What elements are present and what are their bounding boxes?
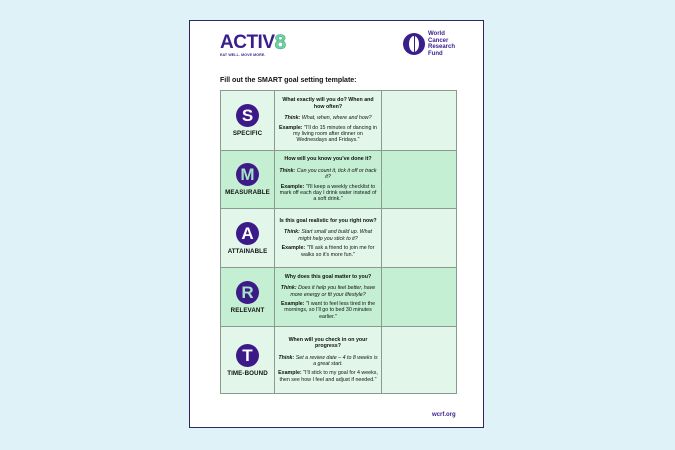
letter-cell [221, 151, 275, 208]
table-row-measurable [221, 151, 456, 209]
letter-badge-icon: A [236, 222, 259, 245]
answer-cell[interactable] [382, 327, 456, 393]
prompt-think: Think: Start small and build up. What might help you stick to it? [283, 229, 373, 242]
prompt-think: Think: What, when, where and how? [284, 115, 372, 122]
prompt-question: Is this goal realistic for you right now? [279, 217, 377, 224]
activ8-logo [220, 33, 290, 63]
letter-badge-icon: R [236, 281, 259, 304]
answer-cell[interactable] [382, 91, 456, 150]
prompt-cell [275, 268, 382, 326]
letter-badge-icon: S [236, 104, 259, 127]
prompt-think: Think: Does it help you feel better, have more energy or fit your lifestyle? [280, 285, 376, 298]
prompt-example: Example: "I'll do 15 minutes of dancing in my living room after dinner on Wednesdays and Fridays." [278, 124, 378, 144]
prompt-think: Think: Set a review date – 4 to 8 weeks is a great start. [278, 354, 378, 367]
letter-cell [221, 91, 275, 150]
prompt-example: Example: "I'll keep a weekly checklist to mark off each day I drink water instead of a soft drink." [279, 183, 377, 203]
wcrf-line: World [428, 31, 445, 37]
instruction-heading: Fill out the SMART goal setting template: [220, 77, 357, 84]
answer-cell[interactable] [382, 268, 456, 326]
prompt-cell [275, 91, 382, 150]
activ8-word-main: ACTIV [220, 32, 275, 53]
letter-cell [221, 268, 275, 326]
letter-badge-icon: T [236, 344, 259, 367]
table-row-specific [221, 91, 456, 151]
prompt-cell [275, 327, 382, 393]
letter-cell [221, 209, 275, 267]
letter-badge-icon: M [236, 163, 259, 186]
answer-cell[interactable] [382, 209, 456, 267]
wcrf-wordmark [428, 31, 455, 57]
criterion-label: ATTAINABLE [227, 247, 268, 255]
wcrf-line: Research [428, 44, 456, 51]
wcrf-line: Cancer [428, 37, 449, 44]
answer-cell[interactable] [382, 151, 456, 208]
letter-cell [221, 327, 275, 393]
criterion-label: TIME-BOUND [227, 369, 268, 377]
table-row-relevant [221, 268, 456, 327]
prompt-cell [275, 209, 382, 267]
prompt-think: Think: Can you count it, tick it off or track it? [279, 167, 377, 181]
wcrf-logo [403, 31, 455, 57]
activ8-word-accent: 8 [274, 31, 286, 54]
smart-goal-table [220, 90, 457, 394]
table-row-time-bound [221, 327, 456, 393]
wcrf-emblem-icon [403, 33, 425, 55]
table-row-attainable [221, 209, 456, 268]
prompt-example: Example: "I want to feel less tired in the mornings, so I'll go to bed 30 minutes earlier." [280, 301, 376, 320]
prompt-cell [275, 151, 382, 208]
criterion-label: MEASURABLE [225, 189, 270, 196]
activ8-tagline: EAT WELL. MOVE MORE. [220, 53, 266, 57]
criterion-label: SPECIFIC [232, 130, 263, 137]
activ8-wordmark [220, 33, 290, 52]
prompt-example: Example: "I'll ask a friend to join me for walks so it's more fun." [281, 245, 375, 258]
prompt-question: When will you check in on your progress? [288, 336, 368, 350]
worksheet-page [189, 20, 484, 428]
criterion-label: RELEVANT [230, 306, 265, 314]
footer-url: wcrf.org [432, 412, 456, 418]
prompt-question: What exactly will you do? When and how often? [282, 97, 374, 110]
prompt-example: Example: "I'll stick to my goal for 4 weeks, then see how I feel and adjust if needed." [278, 370, 378, 383]
prompt-question: Why does this goal matter to you? [284, 273, 372, 280]
prompt-question: How will you know you've done it? [284, 156, 372, 163]
wcrf-line: Fund [428, 50, 443, 57]
